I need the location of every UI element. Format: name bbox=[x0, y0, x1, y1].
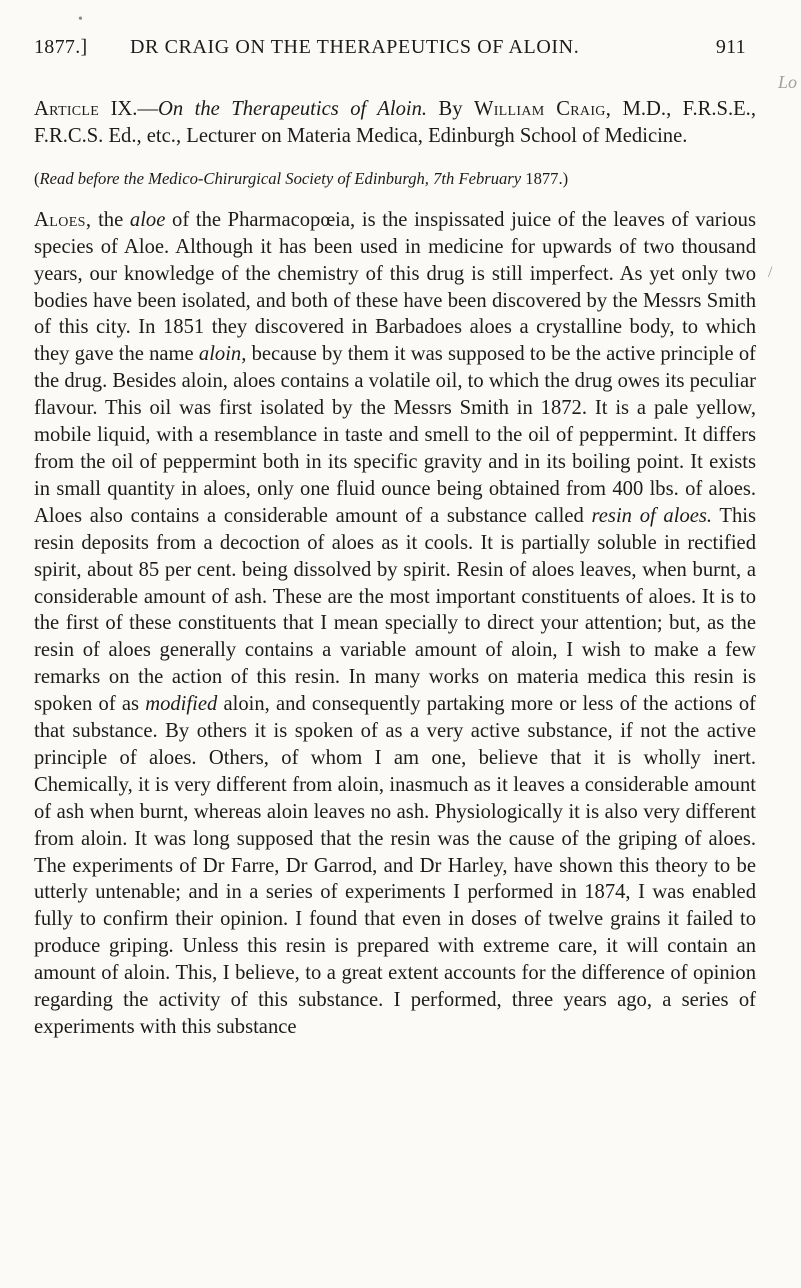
header-year: 1877.] bbox=[34, 36, 88, 58]
article-label: Article bbox=[34, 98, 100, 120]
article-heading bbox=[34, 96, 756, 150]
author-name: William Craig, bbox=[473, 98, 612, 120]
italic-modified: modified bbox=[145, 693, 218, 716]
article-body bbox=[34, 96, 756, 1041]
body-span: aloin, and consequently partaking more or less of the actions of that substance. By others it is spoken of as a very active substance, if not the active principle of aloes. Others, of whom I am one, believe that it is wholly inert. Chemically, it is very different from aloin, inasmuch as it leaves a considerable amount of ash when burnt, whereas aloin leaves no ash. Physiologically it is also very different from aloin. It was long supposed that the resin was the cause of the griping of aloes. The experiments of Dr Farre, Dr Garrod, and Dr Harley, have shown this theory to be utterly untenable; and in a series of experiments I performed in 1874, I was enabled fully to confirm their opinion. I found that even in doses of twelve grains it failed to produce griping. Unless this resin is prepared with extreme care, it will contain an amount of aloin. This, I believe, to a great extent accounts for the difference of opinion regarding the activity of this substance. I performed, three years ago, a series of experiments with this substance bbox=[34, 693, 756, 1038]
read-note-open: ( bbox=[34, 168, 40, 188]
read-note-society: Read before the Medico-Chirurgical Society of Edinburgh, bbox=[39, 168, 429, 188]
page-number: 911 bbox=[715, 36, 746, 58]
read-note-date: 7th February bbox=[433, 168, 522, 188]
italic-resin-of-aloes: resin of aloes. bbox=[591, 504, 713, 527]
article-number: IX.— bbox=[110, 98, 159, 120]
article-title: On the Therapeutics of Aloin. bbox=[158, 98, 428, 120]
body-span: because by them it was supposed to be the active principle of the drug. Besides aloin, aloes contains a volatile oil, to which the drug owes its peculiar flavour. This oil was first isolated by the Messrs Smith in 1872. It is a pale yellow, mobile liquid, with a resemblance in taste and smell to the oil of peppermint. It differs from the oil of peppermint both in its specific gravity and in its boiling point. It exists in small quantity in aloes, only one fluid ounce being obtained from 400 lbs. of aloes. Aloes also contains a considerable amount of a substance called bbox=[34, 343, 756, 527]
italic-aloin: aloin, bbox=[198, 343, 247, 366]
lead-word: Aloes, bbox=[34, 208, 92, 231]
read-note-year: 1877.) bbox=[525, 168, 569, 188]
read-note bbox=[34, 168, 756, 190]
running-title: DR CRAIG ON THE THERAPEUTICS OF ALOIN. bbox=[130, 36, 580, 58]
article-by: By bbox=[438, 98, 463, 120]
author-credentials: M.D., F.R.S.E., F.R.C.S. Ed., etc., Lecturer on Materia Medica, Edinburgh School of Medicine. bbox=[34, 98, 756, 147]
body-span: of the Pharmacopœia, is the inspissated juice of the leaves of various species of Aloe. Although it has been used in medicine for upwards of two thousand years, our knowledge of the chemistry of this drug is still imperfect. As yet only two bodies have been isolated, and both of these have been discovered by the Messrs Smith of this city. In 1851 they discovered in Barbadoes aloes a crystalline body, to which they gave the name bbox=[34, 208, 756, 366]
margin-dot: • bbox=[78, 12, 83, 27]
page-header bbox=[34, 36, 746, 66]
margin-pencil-stroke: / bbox=[768, 264, 773, 281]
margin-pencil-note: Lo bbox=[778, 72, 798, 92]
body-span: the bbox=[91, 208, 130, 231]
italic-aloe: aloe bbox=[129, 208, 166, 231]
body-span: This resin deposits from a decoction of aloes as it cools. It is partially soluble in rectified spirit, about 85 per cent. being dissolved by spirit. Resin of aloes leaves, when burnt, a considerable amount of ash. These are the most important constituents of aloes. It is to the first of these constituents that I mean specially to direct your attention; but, as the resin of aloes generally contains a variable amount of aloin, I wish to make a few remarks on the action of this resin. In many works on materia medica this resin is spoken of as bbox=[34, 504, 757, 716]
body-paragraph bbox=[34, 207, 756, 1041]
